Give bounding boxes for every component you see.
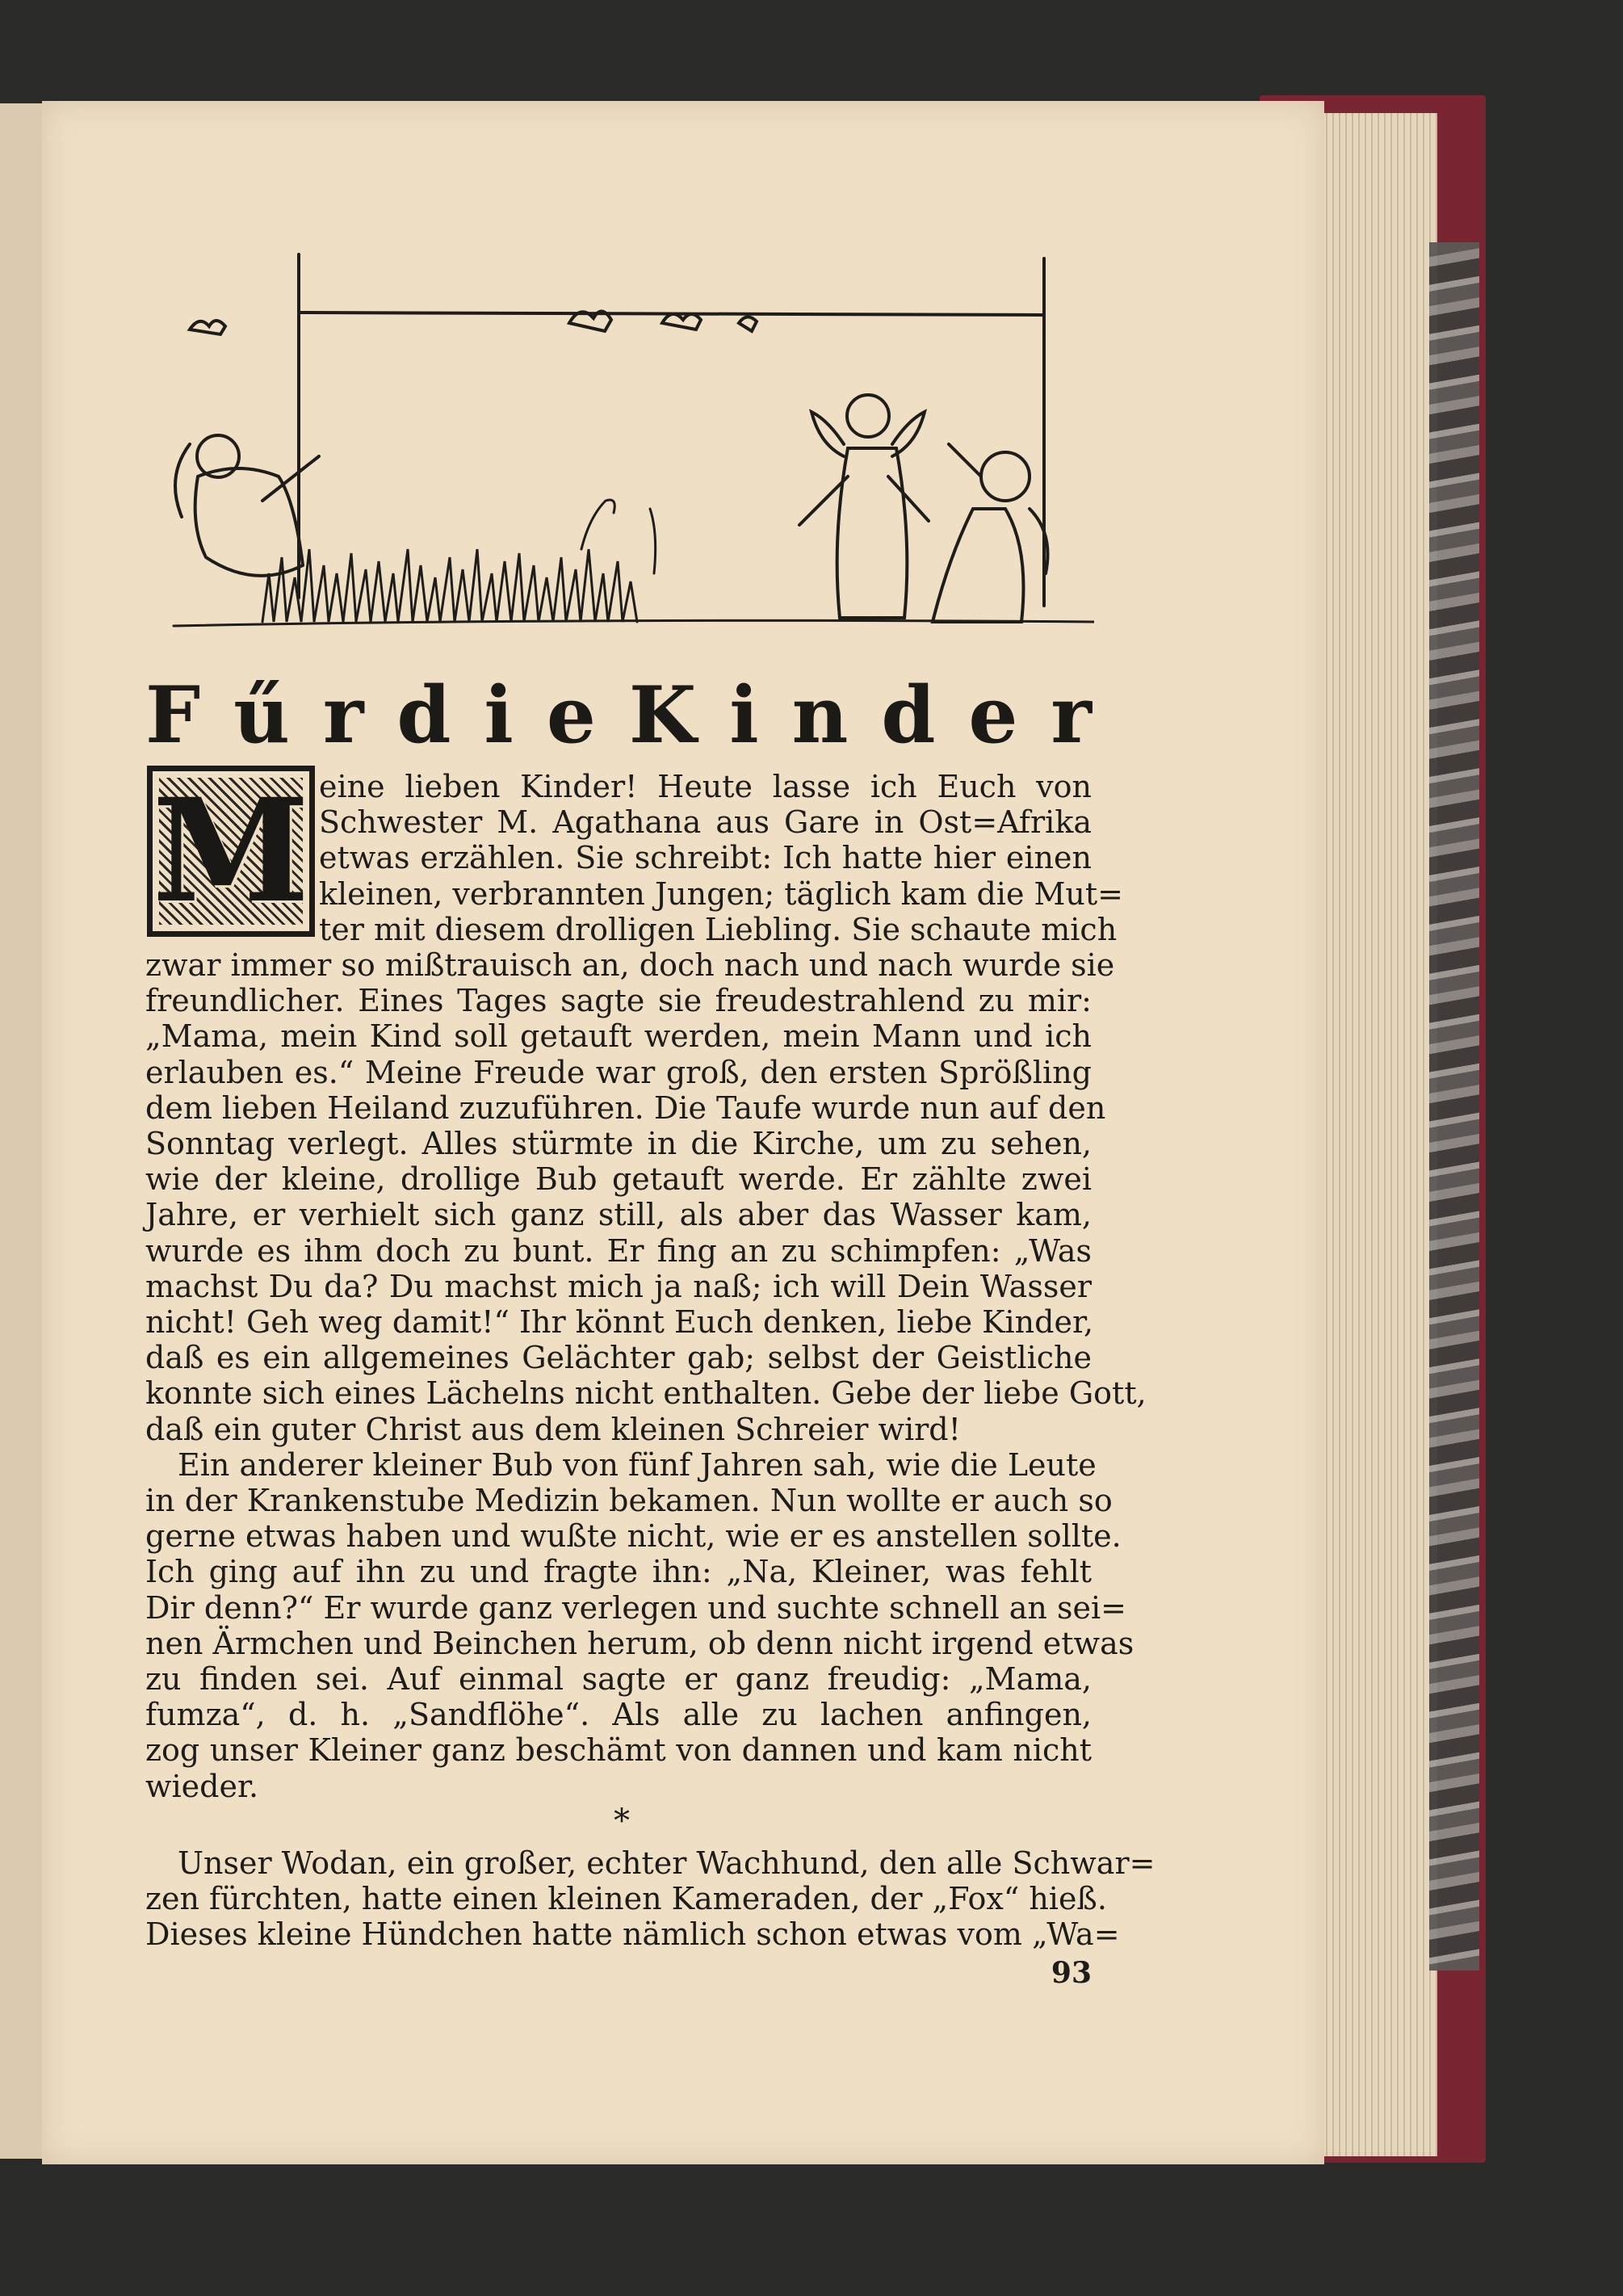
page-heading	[145, 670, 1092, 759]
text-line: Dir denn?“ Er wurde ganz verlegen und suchte schnell an sei=	[145, 1589, 1126, 1626]
heading-letter: K	[628, 669, 697, 761]
text-line: wie der kleine, drollige Bub getauft werde. Er zählte zwei	[145, 1161, 1092, 1198]
left-page-edge	[0, 103, 48, 2159]
heading-letter: r	[322, 669, 364, 761]
heading-letter: ű	[233, 669, 290, 761]
text-line: Ich ging auf ihn zu und fragte ihn: „Na, Kleiner, was fehlt	[145, 1554, 1092, 1590]
text-line: Unser Wodan, ein großer, echter Wachhund, den alle Schwar=	[178, 1845, 1155, 1881]
text-line: daß ein guter Christ aus dem kleinen Schreier wird!	[145, 1411, 961, 1447]
text-line: dem lieben Heiland zuzuführen. Die Taufe wurde nun auf den	[145, 1089, 1106, 1126]
text-line: Schwester M. Agathana aus Gare in Ost=Afrika	[319, 804, 1092, 841]
text-line: Dieses kleine Hündchen hatte nämlich schon etwas vom „Wa=	[145, 1916, 1120, 1953]
text-line: fumza“, d. h. „Sandflöhe“. Als alle zu lachen anfingen,	[145, 1697, 1092, 1733]
heading-letter: i	[729, 669, 759, 761]
text-line: zwar immer so mißtrauisch an, doch nach und nach wurde sie	[145, 947, 1115, 984]
paragraph-1	[145, 769, 1147, 1804]
paragraph-3	[145, 1845, 1155, 1953]
text-line: freundlicher. Eines Tages sagte sie freudestrahlend zu mir:	[145, 983, 1092, 1019]
text-line: „Mama, mein Kind soll getauft werden, mein Mann und ich	[145, 1018, 1092, 1055]
drop-cap-letter: M	[152, 767, 310, 934]
text-line: wieder.	[145, 1768, 259, 1804]
heading-letter: r	[1051, 669, 1092, 761]
text-line: zen fürchten, hatte einen kleinen Kameraden, der „Fox“ hieß.	[145, 1881, 1107, 1917]
text-line: Sonntag verlegt. Alles stürmte in die Kirche, um zu sehen,	[145, 1126, 1092, 1162]
section-separator: *	[614, 1803, 630, 1840]
heading-letter: d	[396, 669, 451, 761]
text-line: eine lieben Kinder! Heute lasse ich Euch von	[319, 769, 1092, 804]
page-edges	[1308, 113, 1437, 2156]
text-line: nicht! Geh weg damit!“ Ihr könnt Euch denken, liebe Kinder,	[145, 1304, 1094, 1341]
heading-letter: e	[546, 669, 596, 761]
heading-letter: e	[968, 669, 1018, 761]
text-line: etwas erzählen. Sie schreibt: Ich hatte hier einen	[319, 840, 1092, 876]
angel-right-figure	[933, 444, 1048, 622]
header-illustration	[141, 242, 1094, 654]
text-line: daß es ein allgemeines Gelächter gab; selbst der Geistliche	[145, 1340, 1092, 1376]
heading-letter: F	[145, 669, 201, 761]
text-line: zog unser Kleiner ganz beschämt von dannen und kam nicht	[145, 1732, 1092, 1769]
text-line: ter mit diesem drolligen Liebling. Sie schaute mich	[319, 911, 1118, 947]
text-line: zu finden sei. Auf einmal sagte er ganz freudig: „Mama,	[145, 1661, 1092, 1698]
marbled-endpaper	[1429, 242, 1479, 1971]
heading-letter: i	[484, 669, 514, 761]
text-line: kleinen, verbrannten Jungen; täglich kam die Mut=	[319, 875, 1124, 912]
grass-strip	[262, 500, 656, 622]
text-line: gerne etwas haben und wußte nicht, wie er es anstellen sollte.	[145, 1518, 1122, 1555]
angel-center-figure	[799, 395, 929, 618]
heading-letter: n	[791, 669, 849, 761]
heading-letter: d	[881, 669, 936, 761]
text-line: Jahre, er verhielt sich ganz still, als aber das Wasser kam,	[145, 1197, 1092, 1233]
page-number: 93	[1051, 1956, 1092, 1990]
text-line: in der Krankenstube Medizin bekamen. Nun wollte er auch so	[145, 1483, 1113, 1519]
bird-icon	[190, 311, 757, 334]
text-line: nen Ärmchen und Beinchen herum, ob denn nicht irgend etwas	[145, 1625, 1134, 1661]
text-line: erlauben es.“ Meine Freude war groß, den ersten Sprößling	[145, 1054, 1092, 1090]
text-line: konnte sich eines Lächelns nicht enthalten. Gebe der liebe Gott,	[145, 1375, 1147, 1412]
text-line: Ein anderer kleiner Bub von fünf Jahren sah, wie die Leute	[178, 1446, 1097, 1483]
text-line: wurde es ihm doch zu bunt. Er fing an zu schimpfen: „Was	[145, 1232, 1092, 1269]
text-line: machst Du da? Du machst mich ja naß; ich will Dein Wasser	[145, 1268, 1092, 1304]
